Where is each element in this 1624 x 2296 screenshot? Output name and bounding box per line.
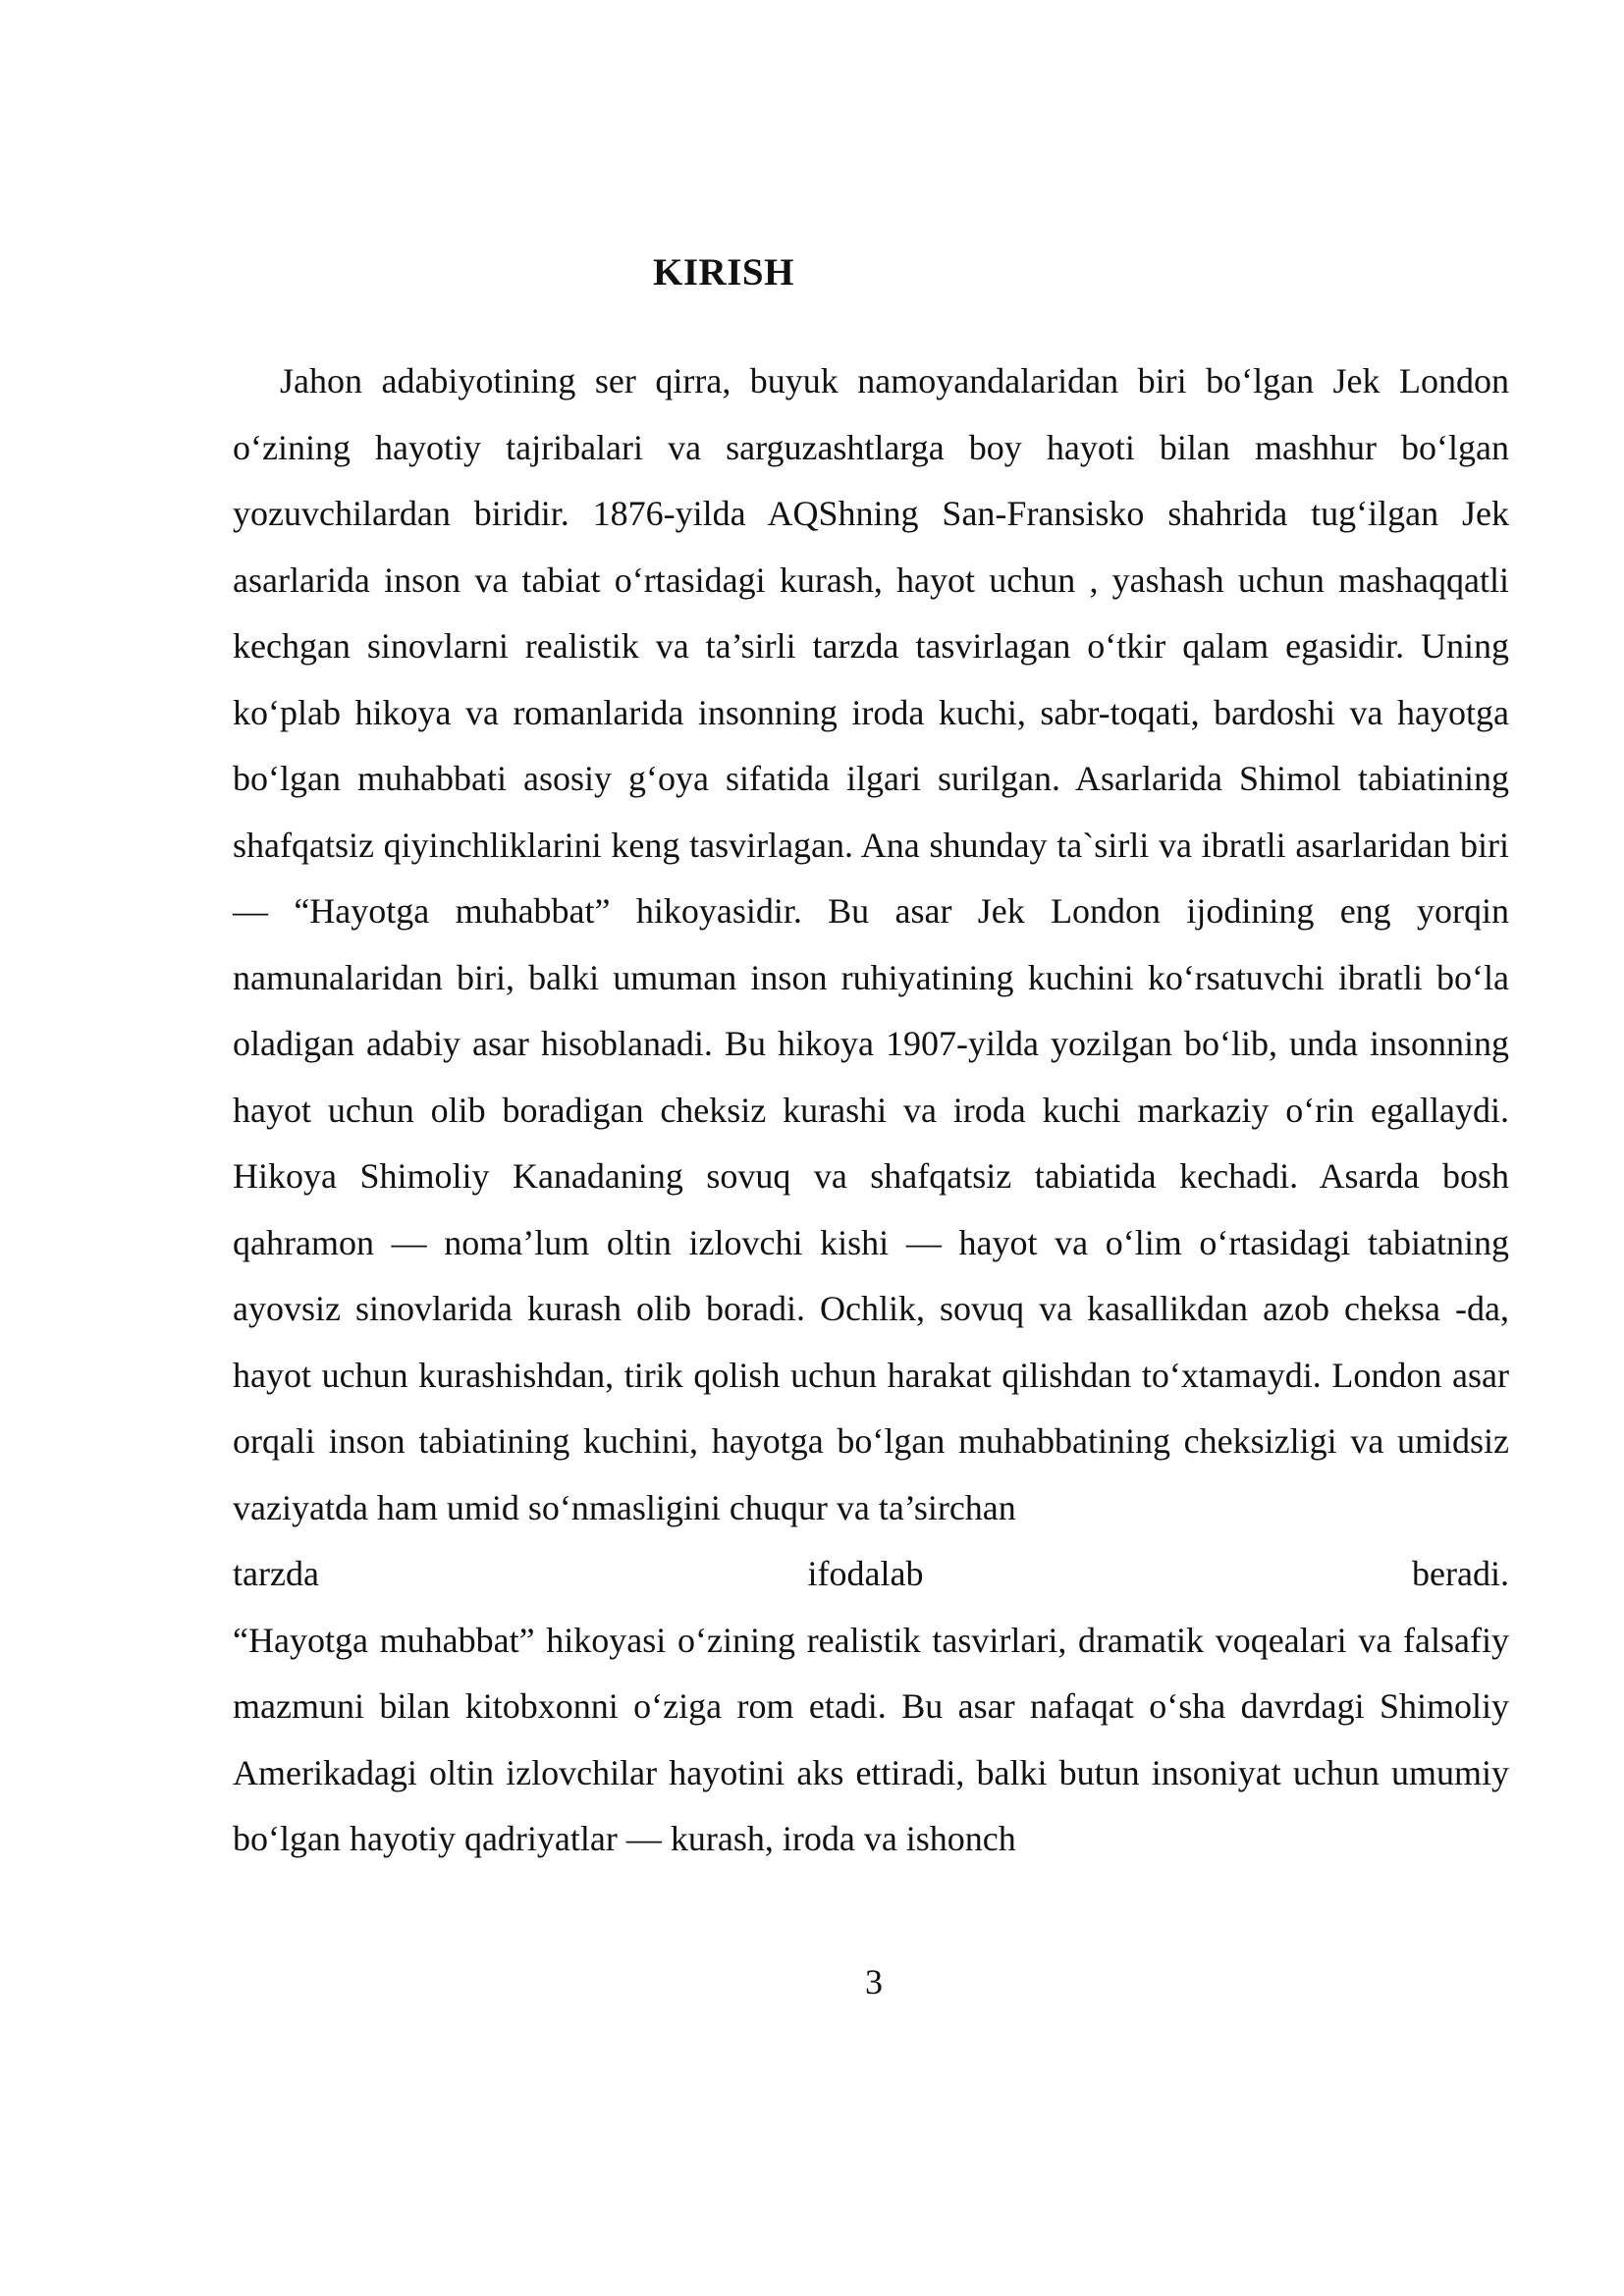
body-text <box>233 348 1509 1873</box>
page-number: 3 <box>865 1962 883 2002</box>
page-title: KIRISH <box>653 251 794 294</box>
last-line-word: tarzda <box>233 1554 319 1593</box>
last-line-word: beradi. <box>1412 1554 1509 1593</box>
paragraph-1: Jahon adabiyotining ser qirra, buyuk namoyandalaridan biri bo‘lgan Jek London o‘zining hayotiy tajribalari va sarguzashtlarga boy hayoti bilan mashhur bo‘lgan yozuvchilardan biridir. 1876-yilda AQShning San-Fransisko shahrida tug‘ilgan Jek asarlarida inson va tabiat o‘rtasidagi kurash, hayot uchun , yashash uchun mashaqqatli kechgan sinovlarni realistik va ta’sirli tarzda tasvirlagan o‘tkir qalam egasidir. Uning ko‘plab hikoya va romanlarida insonning iroda kuchi, sabr-toqati, bardoshi va hayotga bo‘lgan muhabbati asosiy g‘oya sifatida ilgari surilgan. Asarlarida Shimol tabiatining shafqatsiz qiyinchliklarini keng tasvirlagan. Ana shunday ta`sirli va ibratli asarlaridan biri — “Hayotga muhabbat” hikoyasidir. Bu asar Jek London ijodining eng yorqin namunalaridan biri, balki umuman inson ruhiyatining kuchini ko‘rsatuvchi ibratli bo‘la oladigan adabiy asar hisoblanadi. Bu hikoya 1907-yilda yozilgan bo‘lib, unda insonning hayot uchun olib boradigan cheksiz kurashi va iroda kuchi markaziy o‘rin egallaydi. Hikoya Shimoliy Kanadaning sovuq va shafqatsiz tabiatida kechadi. Asarda bosh qahramon — noma’lum oltin izlovchi kishi — hayot va o‘lim o‘rtasidagi tabiatning ayovsiz sinovlarida kurash olib boradi. Ochlik, sovuq va kasallikdan azob cheksa -da, hayot uchun kurashishdan, tirik qolish uchun harakat qilishdan to‘xtamaydi. London asar orqali inson tabiatining kuchini, hayotga bo‘lgan muhabbatining cheksizligi va umidsiz vaziyatda ham umid so‘nmasligini chuqur va ta’sirchan <box>233 361 1509 1527</box>
paragraph-2: “Hayotga muhabbat” hikoyasi o‘zining realistik tasvirlari, dramatik voqealari va falsafiy mazmuni bilan kitobxonni o‘ziga rom etadi. Bu asar nafaqat o‘sha davrdagi Shimoliy Amerikadagi oltin izlovchilar hayotini aks ettiradi, balki butun insoniyat uchun umumiy bo‘lgan hayotiy qadriyatlar — kurash, iroda va ishonch <box>233 1620 1509 1858</box>
paragraph-1-last-line <box>233 1541 1509 1608</box>
last-line-word: ifodalab <box>807 1554 924 1593</box>
